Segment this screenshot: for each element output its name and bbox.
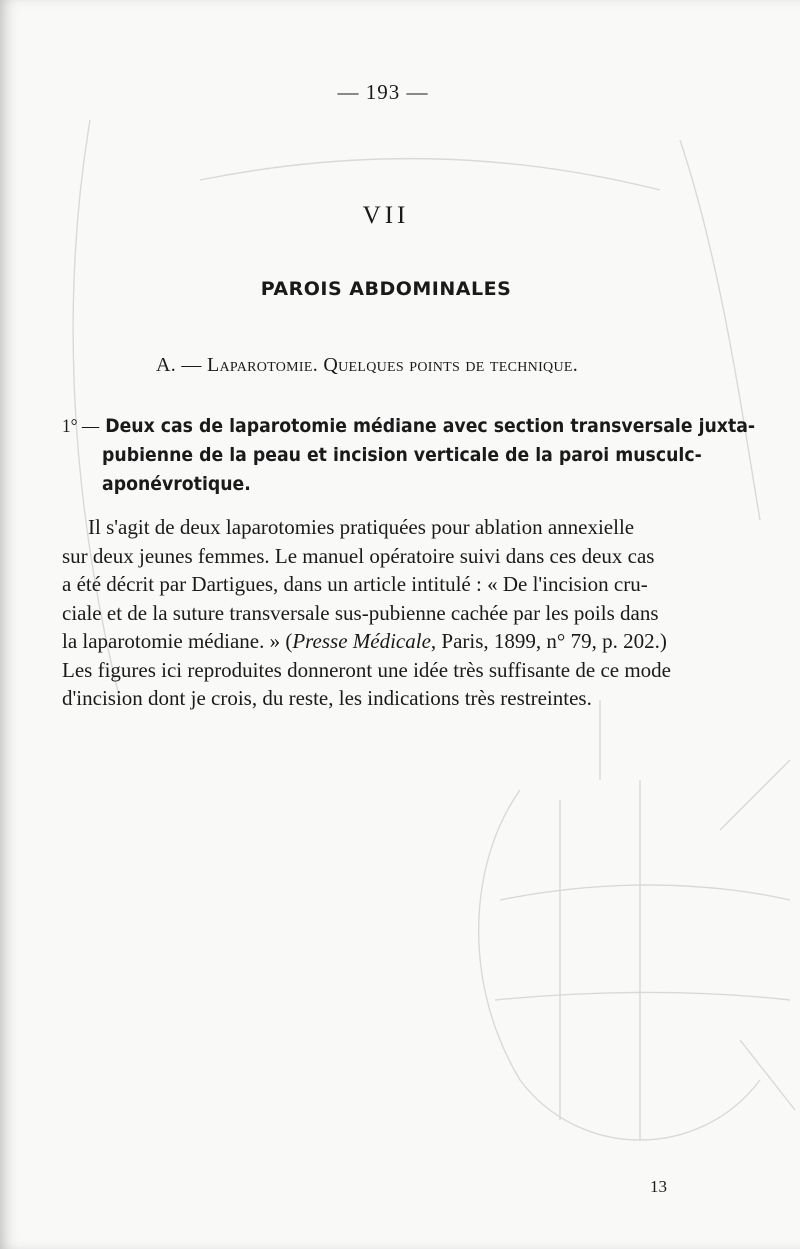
subsection-line-3: aponévrotique. bbox=[102, 473, 251, 495]
subsection-line-1: 1° — Deux cas de laparotomie médiane avec section transversale juxta- bbox=[62, 415, 756, 437]
subsection-line-2: pubienne de la peau et incision verticale de la paroi musculc- bbox=[102, 444, 702, 466]
journal-title: Presse Médicale bbox=[292, 629, 431, 653]
chapter-number: VII bbox=[362, 202, 410, 229]
subsection-number: 1° — bbox=[62, 416, 100, 437]
paragraph-line: d'incision dont je crois, du reste, les indications très restreintes. bbox=[62, 686, 592, 710]
chapter-title: PAROIS ABDOMINALES bbox=[260, 278, 512, 300]
paragraph-line: sur deux jeunes femmes. Le manuel opératoire suivi dans ces deux cas bbox=[62, 543, 655, 568]
page-number: — 193 — bbox=[337, 80, 429, 104]
paragraph-line: la laparotomie médiane. » (Presse Médicale, Paris, 1899, n° 79, p. 202.) bbox=[62, 629, 667, 653]
body-paragraph bbox=[62, 513, 762, 713]
paragraph-line: Il s'agit de deux laparotomies pratiquées pour ablation annexielle bbox=[88, 515, 635, 539]
paragraph-line: ciale et de la suture transversale sus-pubienne cachée par les poils dans bbox=[62, 600, 659, 625]
section-letter: A. — bbox=[156, 354, 202, 376]
paragraph-line: Les figures ici reproduites donneront une idée très suffisante de ce mode bbox=[62, 657, 671, 682]
subsection-heading bbox=[62, 412, 756, 499]
paragraph-line: a été décrit par Dartigues, dans un article intitulé : « De l'incision cru- bbox=[62, 572, 648, 596]
section-title-first: Laparotomie. bbox=[206, 354, 319, 376]
section-title-rest: Quelques points de technique. bbox=[323, 354, 579, 376]
section-heading bbox=[156, 354, 776, 377]
signature-mark: 13 bbox=[650, 1177, 667, 1196]
